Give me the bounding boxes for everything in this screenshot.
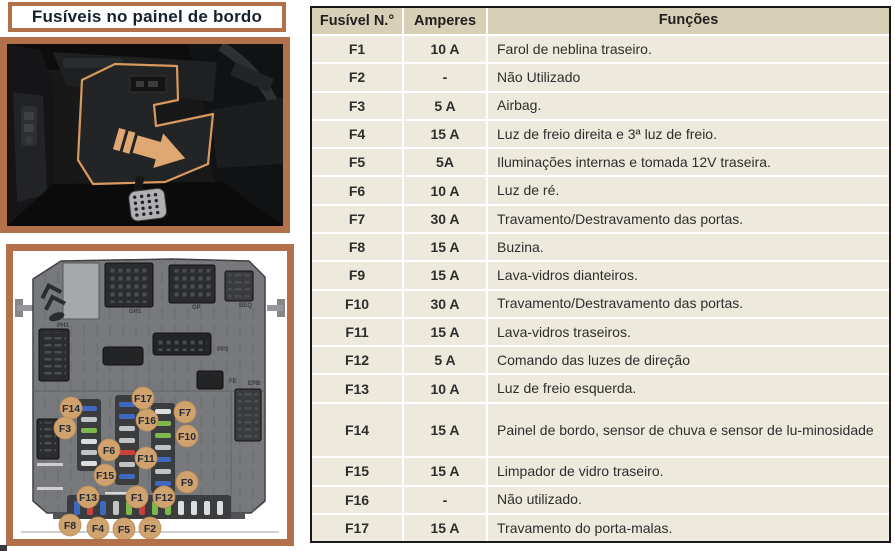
fuse-green xyxy=(81,428,97,433)
callout-F2 xyxy=(139,517,161,539)
fuse-gray xyxy=(113,501,119,515)
fuse-number: F4 xyxy=(348,125,366,142)
connector-PH1 xyxy=(39,329,69,381)
fuse-number: F1 xyxy=(348,41,366,58)
fuse-amps: 10 A xyxy=(402,375,486,401)
mounting-pin-left xyxy=(15,299,33,317)
table-row xyxy=(312,260,889,288)
connector-EPB xyxy=(235,389,261,441)
callout-F17 xyxy=(132,387,154,409)
callout-label: F11 xyxy=(137,452,155,465)
dashboard-photo-frame xyxy=(0,37,290,233)
fusebox-diagram xyxy=(13,251,287,539)
fuse-amps: 15 A xyxy=(402,121,486,147)
fuse-amps: 15 A xyxy=(402,515,486,541)
table-row xyxy=(312,373,889,401)
callout-F9 xyxy=(176,471,198,493)
table-row xyxy=(312,204,889,232)
callout-label: F14 xyxy=(61,402,81,415)
callout-F3 xyxy=(54,417,76,439)
fuse-number: F14 xyxy=(344,421,370,438)
fuse-amps: 15 A xyxy=(402,262,486,288)
table-row xyxy=(312,289,889,317)
callout-label: F9 xyxy=(180,476,194,489)
fuse-amps: - xyxy=(402,64,486,90)
fuse-number: F16 xyxy=(344,491,370,508)
relay-cover xyxy=(63,263,99,319)
fuse-number: F8 xyxy=(348,239,366,256)
fuse-function: Travamento do porta-malas. xyxy=(486,515,889,541)
fuse-function: Comando das luzes de direção xyxy=(486,347,889,373)
header-functions: Funções xyxy=(486,8,889,34)
connector-PP2 xyxy=(153,333,211,355)
callout-label: F16 xyxy=(137,414,157,427)
table-row xyxy=(312,34,889,62)
connector-label-GP: GP xyxy=(192,305,201,311)
callout-F8 xyxy=(59,514,81,536)
fuse-function: Lava-vidros dianteiros. xyxy=(486,262,889,288)
connector-label-PH1: PH1 xyxy=(57,323,69,329)
fuse-function: Não Utilizado xyxy=(486,64,889,90)
fuse-white xyxy=(81,439,97,444)
callout-F12 xyxy=(153,486,175,508)
callout-label: F15 xyxy=(95,469,115,482)
fuse-number: F7 xyxy=(348,210,366,227)
callout-F15 xyxy=(94,464,116,486)
fuse-blue xyxy=(119,402,135,407)
callout-F14 xyxy=(60,397,82,419)
fuse-blue xyxy=(119,474,135,479)
callout-F5 xyxy=(113,518,135,539)
fuse-number: F13 xyxy=(344,380,370,397)
connector-label-PP2: PP2 xyxy=(217,347,229,353)
connector-mid xyxy=(103,347,143,365)
callout-F1 xyxy=(126,486,148,508)
fuse-amps: 5 A xyxy=(402,347,486,373)
fuse-number: F6 xyxy=(348,182,366,199)
fuse-amps: 15 A xyxy=(402,319,486,345)
fuse-blue xyxy=(155,457,171,462)
fuse-amps: 10 A xyxy=(402,36,486,62)
fuse-number: F9 xyxy=(348,267,366,284)
fuse-gray xyxy=(81,417,97,422)
table-row xyxy=(312,402,889,457)
title-box xyxy=(8,2,286,32)
table-row xyxy=(312,317,889,345)
fuse-blue xyxy=(100,501,106,515)
table-row xyxy=(312,513,889,541)
callout-label: F1 xyxy=(130,491,144,504)
callout-F4 xyxy=(87,517,109,539)
callout-label: F5 xyxy=(117,523,131,536)
callout-F10 xyxy=(176,425,198,447)
fuse-gray xyxy=(155,445,171,450)
fuse-function: Iluminações internas e tomada 12V traseira. xyxy=(486,149,889,175)
fuse-function: Lava-vidros traseiros. xyxy=(486,319,889,345)
callout-F13 xyxy=(77,486,99,508)
fuse-function: Luz de freio esquerda. xyxy=(486,375,889,401)
callout-F7 xyxy=(174,401,196,423)
fuse-amps: 15 A xyxy=(402,404,486,457)
fuse-white xyxy=(191,501,197,515)
callout-label: F13 xyxy=(78,491,98,504)
callout-label: F6 xyxy=(102,444,116,457)
fuse-function: Luz de ré. xyxy=(486,177,889,203)
fuse-number: F3 xyxy=(348,97,366,114)
fuse-number: F11 xyxy=(345,323,369,340)
fuse-white xyxy=(81,461,97,466)
callout-label: F3 xyxy=(58,422,72,435)
fuse-white xyxy=(155,409,171,414)
dashboard-photo xyxy=(7,44,283,226)
callout-F11 xyxy=(135,447,157,469)
fuse-function: Painel de bordo, sensor de chuva e sensor de lu-minosidade xyxy=(486,404,889,457)
fuse-function: Farol de neblina traseiro. xyxy=(486,36,889,62)
fuse-number: F10 xyxy=(344,295,370,312)
table-row xyxy=(312,345,889,373)
fuse-blue xyxy=(81,406,97,411)
connector-FE xyxy=(197,371,223,389)
table-row xyxy=(312,456,889,484)
fuse-gray xyxy=(119,438,135,443)
fuse-amps: 5A xyxy=(402,149,486,175)
fuse-function: Não utilizado. xyxy=(486,487,889,513)
fuse-gray xyxy=(119,462,135,467)
fuse-number: F17 xyxy=(344,519,370,536)
fuse-amps: 10 A xyxy=(402,177,486,203)
fuse-table xyxy=(310,6,891,543)
fusebox-diagram-frame xyxy=(6,244,294,546)
connector-GH1 xyxy=(105,263,153,307)
connector-label-GH1: GH1 xyxy=(129,309,142,315)
table-row xyxy=(312,232,889,260)
fuse-gray xyxy=(119,426,135,431)
fuse-white xyxy=(217,501,223,515)
fuse-blue xyxy=(119,414,135,419)
fuse-function: Travamento/Destravamento das portas. xyxy=(486,291,889,317)
fuse-number: F12 xyxy=(344,352,370,369)
connector-label-EPB: EPB xyxy=(248,381,261,387)
fuse-amps: 15 A xyxy=(402,234,486,260)
fuse-function: Limpador de vidro traseiro. xyxy=(486,458,889,484)
table-row xyxy=(312,91,889,119)
fuse-gray xyxy=(155,469,171,474)
fuse-function: Buzina. xyxy=(486,234,889,260)
table-row xyxy=(312,119,889,147)
fuse-function: Luz de freio direita e 3ª luz de freio. xyxy=(486,121,889,147)
table-row xyxy=(312,147,889,175)
pedal xyxy=(128,188,167,222)
fuse-blue xyxy=(155,481,171,486)
table-row xyxy=(312,485,889,513)
fuse-amps: 5 A xyxy=(402,93,486,119)
callout-label: F8 xyxy=(63,519,77,532)
connector-GP xyxy=(169,265,215,303)
fuse-number: F5 xyxy=(348,154,366,171)
fuse-amps: 15 A xyxy=(402,458,486,484)
fuse-green xyxy=(155,433,171,438)
callout-label: F10 xyxy=(177,430,197,443)
callout-F16 xyxy=(136,409,158,431)
table-row xyxy=(312,62,889,90)
fuse-function: Travamento/Destravamento das portas. xyxy=(486,206,889,232)
callout-label: F7 xyxy=(178,406,192,419)
connector-BEQ xyxy=(225,271,253,301)
header-fuse-number: Fusível N.° xyxy=(319,13,395,29)
table-row xyxy=(312,175,889,203)
page-marker xyxy=(0,545,7,551)
fuse-amps: - xyxy=(402,487,486,513)
fuse-number: F2 xyxy=(348,69,366,86)
fuse-function: Airbag. xyxy=(486,93,889,119)
connector-label-FE: FE xyxy=(229,379,237,385)
mounting-pin-right xyxy=(267,299,285,317)
fuse-white xyxy=(204,501,210,515)
fuse-red xyxy=(119,450,135,455)
fuse-gray xyxy=(81,450,97,455)
fuse-amps: 30 A xyxy=(402,291,486,317)
header-amperes: Amperes xyxy=(402,8,486,34)
callout-label: F2 xyxy=(143,522,157,535)
callout-label: F12 xyxy=(154,491,174,504)
fuse-amps: 30 A xyxy=(402,206,486,232)
fuse-white xyxy=(178,501,184,515)
fuse-number: F15 xyxy=(344,463,370,480)
callout-F6 xyxy=(98,439,120,461)
callout-label: F17 xyxy=(133,392,153,405)
table-header-row xyxy=(312,8,889,34)
callout-label: F4 xyxy=(91,522,105,535)
connector-label-BEQ: BEQ xyxy=(239,303,253,309)
page-title: Fusíveis no painel de bordo xyxy=(31,7,263,26)
